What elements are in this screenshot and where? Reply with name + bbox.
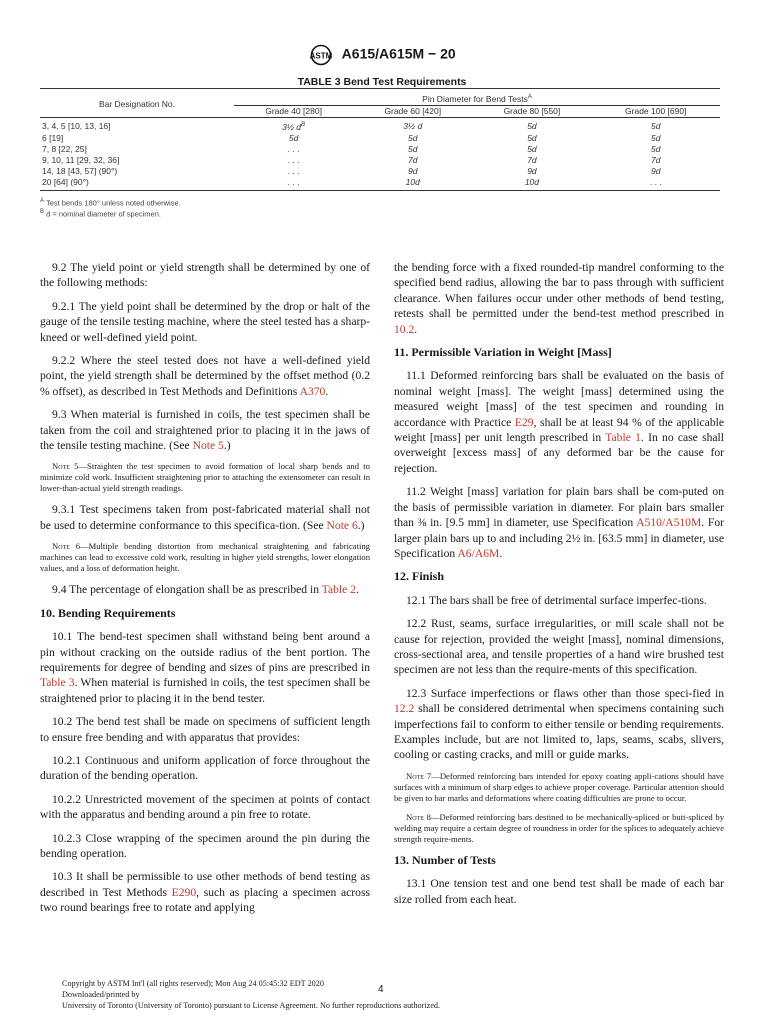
link-e29[interactable]: E29: [514, 415, 534, 429]
footer-line-1: Copyright by ASTM Int'l (all rights reserved); Mon Aug 24 05:45:32 EDT 2020: [62, 979, 324, 988]
paragraph-10-3-continued: the bending force with a fixed rounded-tip mandrel conforming to the specified bend radius, allowing the bar to pass through with sufficient clearance. When failures occur under other methods of bend testing, retests shall be permitted under the bend-test method prescribed in 10.2.: [394, 261, 724, 336]
right-column: [394, 260, 724, 915]
bar-designation-header: Bar Designation No.: [98, 98, 176, 109]
link-table-1[interactable]: Table 1: [605, 431, 641, 445]
grade-100-header: Grade 100 [690]: [625, 105, 687, 116]
note-8: Note 8—Deformed reinforcing bars destined to be mechanically-spliced or butt-spliced by welding may require a certain degree of roundness in order for the splices to adequately achieve strength require-ments.: [394, 811, 725, 844]
paragraph-10-2-2: 10.2.2 Unrestricted movement of the specimen at points of contact with the apparatus and bending around a pin free to rotate.: [40, 792, 370, 822]
paragraph-11-2: 11.2 Weight [mass] variation for plain bars shall be com-puted on the basis of permissible variation in diameter. For plain bars smaller than ⅜ in. [9.5 mm] in diameter, use Specification A510/A510M. For larger plain bars up to and including 2½ in. [63.5 mm] in diameter, use Specification A6/A6M.: [394, 485, 724, 560]
link-a6[interactable]: A6/A6M: [457, 546, 500, 560]
table-footnote-b: $^B$ d = nominal diameter of specimen.: [40, 209, 161, 219]
link-note-5[interactable]: Note 5: [192, 439, 224, 453]
paragraph-9-4: 9.4 The percentage of elongation shall be as prescribed in Table 2.: [52, 583, 359, 597]
paragraph-9-3-1: 9.3.1 Test specimens taken from post-fabricated material shall not be used to determine conformance to this specifica-tion. (See Note 6.): [40, 503, 370, 532]
pin-diameter-header: Pin Diameter for Bend Tests$^A$: [234, 89, 720, 106]
link-12-2[interactable]: 12.2: [394, 702, 415, 716]
grade-40-header: Grade 40 [280]: [265, 105, 322, 116]
paragraph-11-1: 11.1 Deformed reinforcing bars shall be evaluated on the basis of nominal weight [mass]. The weight [mass] determined using the measured weight [mass] of the test specimen and rounding in accordance with Practice E29, shall be at least 94 % of the applicable weight [mass] per unit length prescribed in Table 1. In no case shall overweight [excess mass] of any deformed bar be the cause for rejection.: [394, 369, 724, 475]
section-10-heading: 10. Bending Requirements: [40, 605, 176, 620]
footer-line-3: University of Toronto (University of Toronto) pursuant to License Agreement. No further reproductions authorized.: [62, 1001, 441, 1010]
document-header: [0, 44, 764, 66]
link-table-3[interactable]: Table 3: [40, 676, 75, 690]
astm-logo-icon: [308, 44, 334, 66]
svg-text:ASTM: ASTM: [309, 51, 333, 61]
paragraph-9-3: 9.3 When material is furnished in coils, the test specimen shall be taken from the coil and straightened prior to placing it in the jaws of the tensile testing machine. (See Note 5.): [40, 408, 370, 453]
document-title: A615/A615M − 20: [341, 45, 456, 62]
table-row: 20 [64] (90°) . . . 10d 10d . . .: [40, 177, 720, 191]
table-row: 14, 18 [43, 57] (90°) . . . 9d 9d 9d: [42, 165, 661, 176]
section-11-heading: 11. Permissible Variation in Weight [Mass]: [394, 345, 612, 360]
paragraph-12-2: 12.2 Rust, seams, surface irregularities, or mill scale shall not be cause for rejection, provided the weight [mass], nominal dimensions, cross-sectional area, and tensile properties of a hand wire brushed test specimen are not less than the require-ments of this specification.: [394, 617, 724, 677]
paragraph-9-2-2: 9.2.2 Where the steel tested does not have a well-defined yield point, the yield strength shall be determined by the offset method (0.2 % offset), as described in Test Methods and Definitions A370.: [40, 354, 370, 398]
link-e290[interactable]: E290: [171, 885, 197, 899]
table-title: TABLE 3 Bend Test Requirements: [297, 76, 467, 88]
left-column: [40, 260, 370, 924]
note-6: Note 6—Multiple bending distortion from mechanical straightening and fabricating machines can lead to excessive cold work, resulting in higher yield strengths, lower elongation values, and a loss of deformation height.: [40, 541, 370, 574]
paragraph-9-2: 9.2 The yield point or yield strength shall be determined by one of the following methods:: [40, 261, 370, 290]
link-a370[interactable]: A370: [299, 384, 326, 398]
link-10-2[interactable]: 10.2: [394, 322, 415, 336]
footer-line-2: Downloaded/printed by: [62, 990, 140, 999]
paragraph-10-2: 10.2 The bend test shall be made on specimens of sufficient length to ensure free bending and with apparatus that provides:: [40, 715, 370, 744]
section-12-heading: 12. Finish: [394, 569, 445, 584]
link-note-6[interactable]: Note 6: [326, 518, 358, 532]
note-7: Note 7—Deformed reinforcing bars intended for epoxy coating appli-cations should have surfaces with a minimum of sharp edges to achieve proper coverage. Particular attention should be given to bar marks and deformations where coating difficulties are prone to occur.: [394, 770, 724, 803]
link-a510[interactable]: A510/A510M: [636, 516, 702, 530]
bend-test-table: [40, 88, 720, 191]
table-row: 3, 4, 5 [10, 13, 16] 3½ $d^B$ 3½ d 5d 5d: [42, 120, 661, 132]
table-footnote-a: $^A$ Test bends 180° unless noted otherwise.: [40, 198, 181, 208]
page-number: 4: [378, 984, 384, 995]
paragraph-10-2-3: 10.2.3 Close wrapping of the specimen around the pin during the bending operation.: [40, 831, 370, 860]
table-row: 9, 10, 11 [29, 32, 36] . . . 7d 7d 7d: [42, 154, 661, 165]
note-5: Note 5—Straighten the test specimen to avoid formation of local sharp bends and to minimize cold work. Insufficient straightening prior to attaching the extensometer can result in lower-than-actual yield strength readings.: [40, 461, 370, 494]
paragraph-10-3: 10.3 It shall be permissible to use other methods of bend testing as described in Test Methods E290, such as placing a specimen across two round bearings free to rotate and applying: [40, 870, 370, 915]
paragraph-12-3: 12.3 Surface imperfections or flaws other than those speci-fied in 12.2 shall be considered detrimental when specimens containing such imperfections fail to conform to either tensile or bending requirements. Examples include, but are not limited to, laps, seams, scabs, slivers, cooling or casting cracks, and mill or guide marks.: [394, 686, 724, 762]
paragraph-13-1: 13.1 One tension test and one bend test shall be made of each bar size rolled from each heat.: [394, 877, 724, 906]
grade-60-header: Grade 60 [420]: [384, 105, 442, 116]
paragraph-10-1: 10.1 The bend-test specimen shall withstand being bent around a pin without cracking on the outside radius of the bent portion. The requirements for degree of bending and sizes of pins are prescribed in Table 3. When material is furnished in coils, the test specimen shall be straightened prior to placing it in the bend tester.: [40, 630, 370, 705]
grade-80-header: Grade 80 [550]: [503, 105, 561, 116]
link-table-2[interactable]: Table 2: [321, 583, 356, 597]
paragraph-9-2-1: 9.2.1 The yield point shall be determined by the drop or halt of the gauge of the tensile testing machine, where the steel tested has a sharp-kneed or well-defined yield point.: [40, 299, 370, 344]
paragraph-10-2-1: 10.2.1 Continuous and uniform application of force throughout the duration of the bending operation.: [40, 753, 370, 783]
table-row: 6 [19] 5d 5d 5d 5d: [42, 132, 661, 143]
paragraph-12-1: 12.1 The bars shall be free of detrimental surface imperfec-tions.: [406, 593, 707, 607]
section-13-heading: 13. Number of Tests: [394, 852, 496, 867]
table-row: 7, 8 [22, 25] . . . 5d 5d 5d: [42, 143, 661, 154]
